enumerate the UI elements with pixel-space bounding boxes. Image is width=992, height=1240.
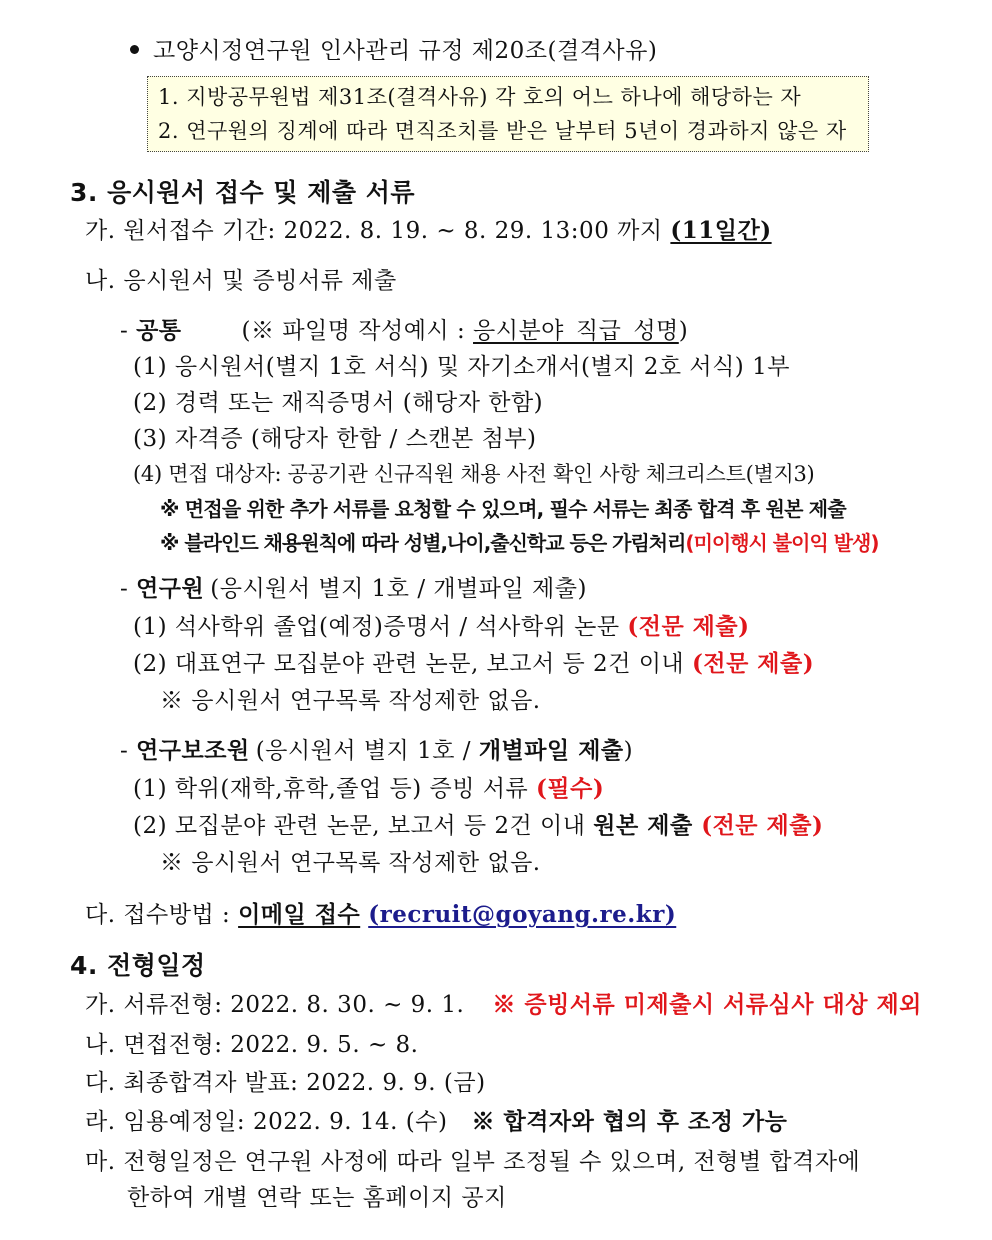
disqualification-box bbox=[147, 76, 869, 152]
dash: - bbox=[120, 318, 137, 344]
researcher-item-2 bbox=[133, 649, 814, 679]
documents-heading: 나. 응시원서 및 증빙서류 제출 bbox=[85, 268, 397, 294]
submission-method bbox=[85, 900, 676, 930]
schedule-appointment-text: 라. 임용예정일: 2022. 9. 14. (수) bbox=[85, 1109, 448, 1135]
common-item-4: (4) 면접 대상자: 공공기관 신규직원 채용 사전 확인 사항 체크리스트(별지3) bbox=[133, 462, 815, 486]
original-submit: 원본 제출 bbox=[593, 812, 702, 839]
full-text-submit: (전문 제출) bbox=[691, 650, 815, 677]
application-days: (11일간) bbox=[670, 217, 772, 244]
application-period bbox=[85, 216, 772, 246]
document-screening-warning: ※ 증빙서류 미제출시 서류심사 대상 제외 bbox=[492, 991, 922, 1018]
full-text-submit: (전문 제출) bbox=[627, 613, 750, 640]
filename-note-end: ) bbox=[678, 318, 689, 344]
common-warning-2 bbox=[160, 528, 879, 558]
schedule-notice-line-2: 한하여 개별 연락 또는 홈페이지 공지 bbox=[127, 1185, 507, 1211]
filename-example: 응시분야_직급_성명 bbox=[473, 318, 679, 344]
rule-reference bbox=[130, 36, 657, 66]
bullet-icon bbox=[130, 45, 139, 54]
full-text-submit: (전문 제출) bbox=[701, 812, 824, 839]
researcher-note: (응시원서 별지 1호 / 개별파일 제출) bbox=[210, 576, 587, 602]
assistant-label: 연구보조원 bbox=[136, 737, 250, 764]
common-warning-1: ※ 면접을 위한 추가 서류를 요청할 수 있으며, 필수 서류는 최종 합격 후 원본 제출 bbox=[160, 497, 846, 521]
required-mark: (필수) bbox=[536, 775, 605, 802]
schedule-final-announcement: 다. 최종합격자 발표: 2022. 9. 9. (금) bbox=[85, 1070, 486, 1096]
disqualify-item-2: 2. 연구원의 징계에 따라 면직조치를 받은 날부터 5년이 경과하지 않은 자 bbox=[158, 119, 847, 143]
assistant-item-2 bbox=[133, 811, 823, 841]
schedule-document-screening-text: 가. 서류전형: 2022. 8. 30. ~ 9. 1. bbox=[85, 992, 465, 1018]
assistant-item-1-text: (1) 학위(재학,휴학,졸업 등) 증빙 서류 bbox=[133, 776, 537, 802]
common-item-3: (3) 자격증 (해당자 한함 / 스캔본 첨부) bbox=[133, 426, 537, 452]
common-heading bbox=[120, 316, 688, 346]
common-label: 공통 bbox=[136, 317, 182, 344]
researcher-note-2: ※ 응시원서 연구목록 작성제한 없음. bbox=[160, 688, 541, 714]
assistant-item-2-text: (2) 모집분야 관련 논문, 보고서 등 2건 이내 bbox=[133, 813, 594, 839]
appointment-adjustable-note: ※ 합격자와 협의 후 조정 가능 bbox=[471, 1108, 788, 1135]
filename-note: (※ 파일명 작성예시 : bbox=[241, 318, 474, 344]
schedule-appointment bbox=[85, 1107, 787, 1137]
common-item-2: (2) 경력 또는 재직증명서 (해당자 한함) bbox=[133, 390, 544, 416]
researcher-label: 연구원 bbox=[136, 575, 205, 602]
penalty-warning: (미이행시 불이익 발생) bbox=[685, 531, 879, 555]
schedule-notice-line-1: 마. 전형일정은 연구원 사정에 따라 일부 조정될 수 있으며, 전형별 합격자에 bbox=[85, 1149, 861, 1175]
schedule-document-screening bbox=[85, 990, 922, 1020]
blind-hiring-text: ※ 블라인드 채용원칙에 따라 성별,나이,출신학교 등은 가림처리 bbox=[160, 531, 686, 555]
submission-method-value: 이메일 접수 bbox=[238, 901, 361, 928]
assistant-note: (응시원서 별지 1호 / bbox=[255, 738, 479, 764]
assistant-item-1 bbox=[133, 774, 604, 804]
section-3-title: 3. 응시원서 접수 및 제출 서류 bbox=[70, 178, 416, 207]
researcher-item-2-text: (2) 대표연구 모집분야 관련 논문, 보고서 등 2건 이내 bbox=[133, 651, 692, 677]
dash: - bbox=[120, 576, 137, 602]
assistant-heading bbox=[120, 736, 633, 766]
assistant-note-bold: 개별파일 제출 bbox=[478, 737, 624, 764]
assistant-note-end: ) bbox=[623, 738, 634, 764]
schedule-interview: 나. 면접전형: 2022. 9. 5. ~ 8. bbox=[85, 1032, 419, 1058]
rule-reference-text: 고양시정연구원 인사관리 규정 제20조(결격사유) bbox=[153, 38, 658, 64]
application-period-text: 가. 원서접수 기간: 2022. 8. 19. ~ 8. 29. 13:00 까지 bbox=[85, 218, 671, 244]
researcher-item-1 bbox=[133, 612, 750, 642]
assistant-note-2: ※ 응시원서 연구목록 작성제한 없음. bbox=[160, 850, 541, 876]
dash: - bbox=[120, 738, 137, 764]
submission-method-label: 다. 접수방법 : bbox=[85, 902, 239, 928]
common-item-1: (1) 응시원서(별지 1호 서식) 및 자기소개서(별지 2호 서식) 1부 bbox=[133, 354, 790, 380]
researcher-item-1-text: (1) 석사학위 졸업(예정)증명서 / 석사학위 논문 bbox=[133, 614, 628, 640]
recruit-email-link[interactable]: (recruit@goyang.re.kr) bbox=[368, 901, 677, 928]
researcher-heading bbox=[120, 574, 587, 604]
disqualify-item-1: 1. 지방공무원법 제31조(결격사유) 각 호의 어느 하나에 해당하는 자 bbox=[158, 85, 802, 109]
section-4-title: 4. 전형일정 bbox=[70, 951, 206, 980]
